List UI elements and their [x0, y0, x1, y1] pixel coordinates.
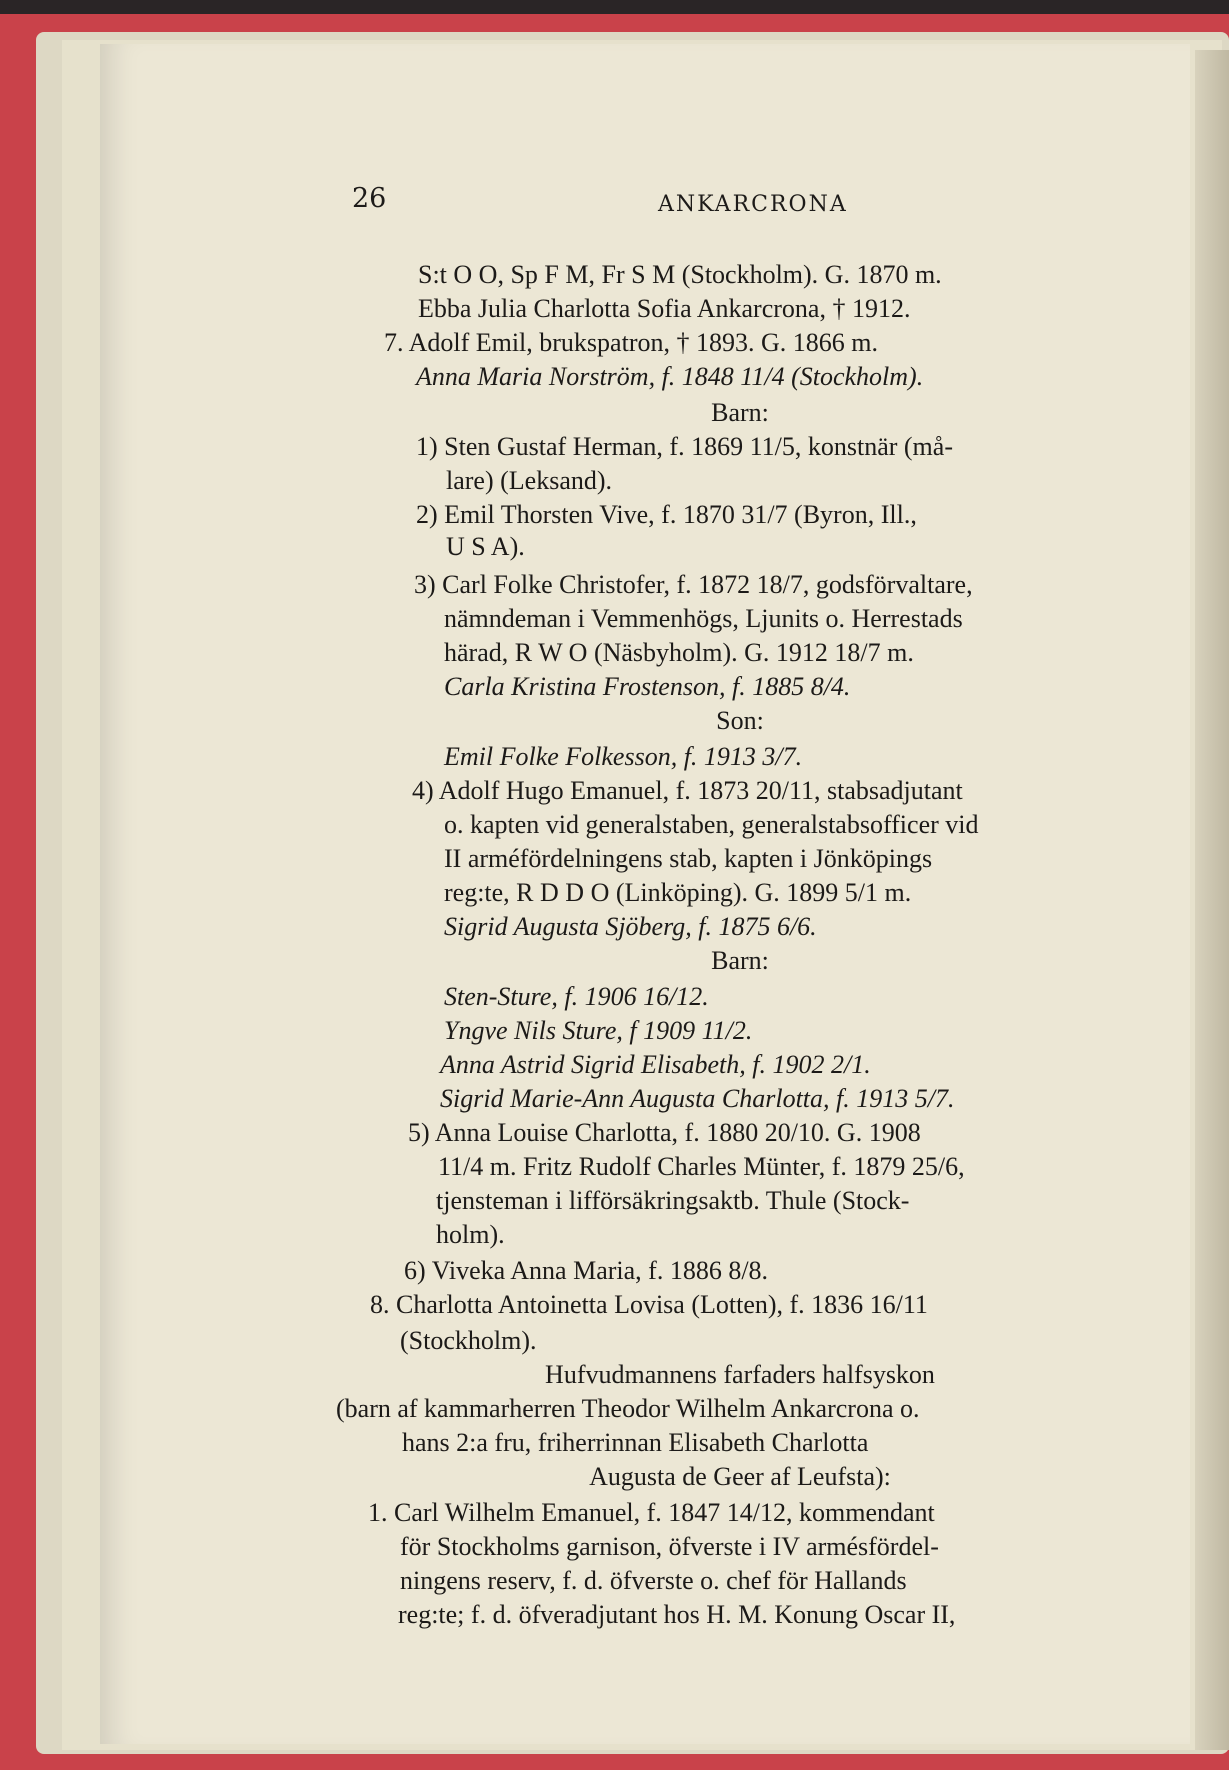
text-line: (barn af kammarherren Theodor Wilhelm Ankarcrona o.: [336, 1394, 920, 1423]
text-line: 7. Adolf Emil, brukspatron, † 1893. G. 1866 m.: [384, 328, 878, 357]
text-line: 1. Carl Wilhelm Emanuel, f. 1847 14/12, kommendant: [368, 1498, 935, 1527]
text-line: reg:te, R D D O (Linköping). G. 1899 5/1 m.: [444, 878, 912, 907]
page-number: 26: [352, 183, 387, 214]
text-line: Emil Folke Folkesson, f. 1913 3/7.: [444, 742, 803, 771]
text-line: 2) Emil Thorsten Vive, f. 1870 31/7 (Byron, Ill.,: [416, 500, 917, 529]
text-line: 1) Sten Gustaf Herman, f. 1869 11/5, konstnär (må-: [416, 432, 953, 461]
text-line: II arméfördelningens stab, kapten i Jönköpings: [444, 844, 933, 873]
running-header: ANKARCRONA: [658, 192, 848, 217]
text-line: 6) Viveka Anna Maria, f. 1886 8/8.: [404, 1256, 769, 1285]
text-line: Yngve Nils Sture, f 1909 11/2.: [444, 1016, 753, 1045]
text-line: Sten-Sture, f. 1906 16/12.: [444, 982, 709, 1011]
section-heading: Hufvudmannens farfaders halfsyskon: [545, 1360, 935, 1389]
book-gutter: [1195, 50, 1229, 1750]
text-line: nämndeman i Vemmenhögs, Ljunits o. Herrestads: [444, 604, 963, 633]
text-line: 11/4 m. Fritz Rudolf Charles Münter, f. 1879 25/6,: [438, 1152, 965, 1181]
text-line: o. kapten vid generalstaben, generalstabsofficer vid: [444, 810, 979, 839]
text-line: 3) Carl Folke Christofer, f. 1872 18/7, godsförvaltare,: [414, 570, 973, 599]
text-line: 5) Anna Louise Charlotta, f. 1880 20/10. G. 1908: [408, 1118, 921, 1147]
section-heading: Barn:: [711, 946, 769, 975]
text-line: Anna Maria Norström, f. 1848 11/4 (Stockholm).: [416, 362, 924, 391]
text-line: (Stockholm).: [400, 1326, 537, 1355]
text-line: för Stockholms garnison, öfverste i IV armésfördel-: [400, 1532, 939, 1561]
text-line: Anna Astrid Sigrid Elisabeth, f. 1902 2/1.: [440, 1050, 871, 1079]
section-heading: Barn:: [711, 398, 769, 427]
text-line: Sigrid Marie-Ann Augusta Charlotta, f. 1913 5/7.: [440, 1084, 955, 1113]
text-line: lare) (Leksand).: [446, 466, 613, 495]
text-line: holm).: [436, 1220, 505, 1249]
section-heading: Son:: [716, 706, 764, 735]
text-line: Carla Kristina Frostenson, f. 1885 8/4.: [444, 672, 851, 701]
text-line: härad, R W O (Näsbyholm). G. 1912 18/7 m.: [444, 638, 914, 667]
text-line: U S A).: [446, 532, 525, 561]
text-line: S:t O O, Sp F M, Fr S M (Stockholm). G. 1870 m.: [418, 260, 942, 289]
text-line: Sigrid Augusta Sjöberg, f. 1875 6/6.: [444, 912, 817, 941]
text-line: hans 2:a fru, friherrinnan Elisabeth Charlotta: [402, 1428, 869, 1457]
text-line: 8. Charlotta Antoinetta Lovisa (Lotten), f. 1836 16/11: [370, 1290, 928, 1319]
text-line: 4) Adolf Hugo Emanuel, f. 1873 20/11, stabsadjutant: [412, 776, 963, 805]
text-line: tjensteman i lifförsäkringsaktb. Thule (Stock-: [436, 1186, 910, 1215]
text-line: Augusta de Geer af Leufsta):: [589, 1462, 891, 1491]
text-line: Ebba Julia Charlotta Sofia Ankarcrona, † 1912.: [418, 294, 911, 323]
text-line: reg:te; f. d. öfveradjutant hos H. M. Konung Oscar II,: [398, 1600, 956, 1629]
text-line: ningens reserv, f. d. öfverste o. chef för Hallands: [400, 1566, 907, 1595]
